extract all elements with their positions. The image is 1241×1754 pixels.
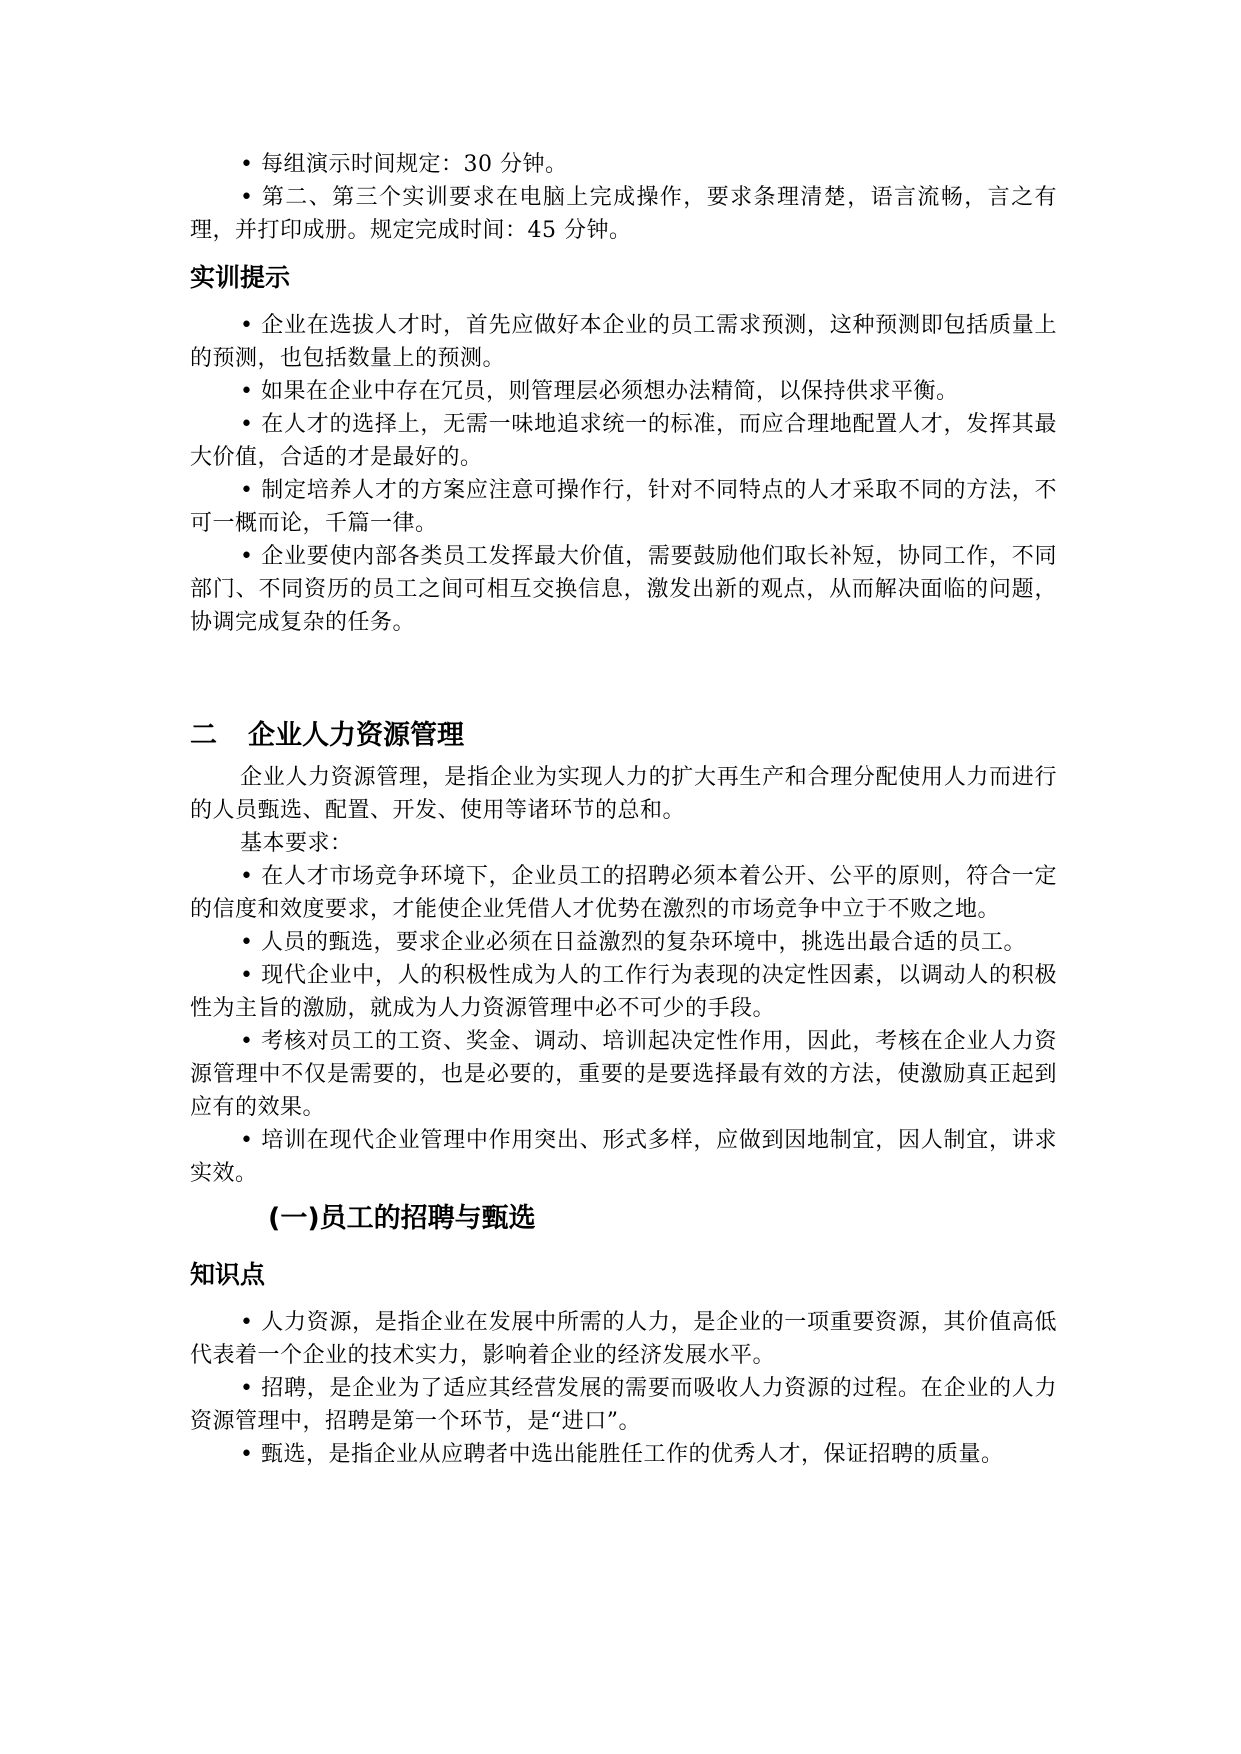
chapter-number: 二 xyxy=(190,720,217,751)
heading-training-tips: 实训提示 xyxy=(190,263,291,292)
chapter-intro: 企业人力资源管理，是指企业为实现人力的扩大再生产和合理分配使用人力而进行的人员甄选、配置、开发、使用等诸环节的总和。 xyxy=(190,765,1057,823)
tips-item: • 在人才的选择上，无需一味地追求统一的标准，而应合理地配置人才，发挥其最大价值，合适的才是最好的。 xyxy=(190,412,1057,470)
requirement-item: • 人员的甄选，要求企业必须在日益激烈的复杂环境中，挑选出最合适的员工。 xyxy=(240,930,1026,955)
chapter-heading xyxy=(190,717,1057,755)
chapter-title: 企业人力资源管理 xyxy=(248,720,464,751)
heading-knowledge-points: 知识点 xyxy=(190,1260,266,1289)
knowledge-item: • 人力资源，是指企业在发展中所需的人力，是企业的一项重要资源，其价值高低代表着一个企业的技术实力，影响着企业的经济发展水平。 xyxy=(190,1310,1057,1368)
tips-item: • 企业要使内部各类员工发挥最大价值，需要鼓励他们取长补短，协同工作，不同部门、不同资历的员工之间可相互交换信息，激发出新的观点，从而解决面临的问题，协调完成复杂的任务。 xyxy=(190,544,1057,635)
paragraph-demo-time: • 每组演示时间规定：30 分钟。 xyxy=(240,152,568,177)
tips-item: • 如果在企业中存在冗员，则管理层必须想办法精简，以保持供求平衡。 xyxy=(240,379,959,404)
document-page xyxy=(190,148,1057,1471)
requirement-item: • 考核对员工的工资、奖金、调动、培训起决定性作用，因此，考核在企业人力资源管理中不仅是需要的，也是必要的，重要的是要选择最有效的方法，使激励真正起到应有的效果。 xyxy=(190,1029,1057,1120)
knowledge-item: • 招聘，是企业为了适应其经营发展的需要而吸收人力资源的过程。在企业的人力资源管理中，招聘是第一个环节，是“进口”。 xyxy=(190,1376,1057,1434)
knowledge-item: • 甄选，是指企业从应聘者中选出能胜任工作的优秀人才，保证招聘的质量。 xyxy=(240,1442,1004,1467)
section-heading: (一)员工的招聘与甄选 xyxy=(268,1203,536,1234)
requirement-item: • 在人才市场竞争环境下，企业员工的招聘必须本着公开、公平的原则，符合一定的信度和效度要求，才能使企业凭借人才优势在激烈的市场竞争中立于不败之地。 xyxy=(190,864,1057,922)
tips-item: • 制定培养人才的方案应注意可操作行，针对不同特点的人才采取不同的方法，不可一概而论，千篇一律。 xyxy=(190,478,1057,536)
requirement-item: • 培训在现代企业管理中作用突出、形式多样，应做到因地制宜，因人制宜，讲求实效。 xyxy=(190,1128,1057,1186)
requirements-label: 基本要求： xyxy=(240,831,353,856)
tips-item: • 企业在选拔人才时，首先应做好本企业的员工需求预测，这种预测即包括质量上的预测，也包括数量上的预测。 xyxy=(190,313,1057,371)
paragraph-training-requirements: • 第二、第三个实训要求在电脑上完成操作，要求条理清楚，语言流畅，言之有理，并打印成册。规定完成时间：45 分钟。 xyxy=(190,185,1057,243)
requirement-item: • 现代企业中，人的积极性成为人的工作行为表现的决定性因素，以调动人的积极性为主旨的激励，就成为人力资源管理中必不可少的手段。 xyxy=(190,963,1057,1021)
